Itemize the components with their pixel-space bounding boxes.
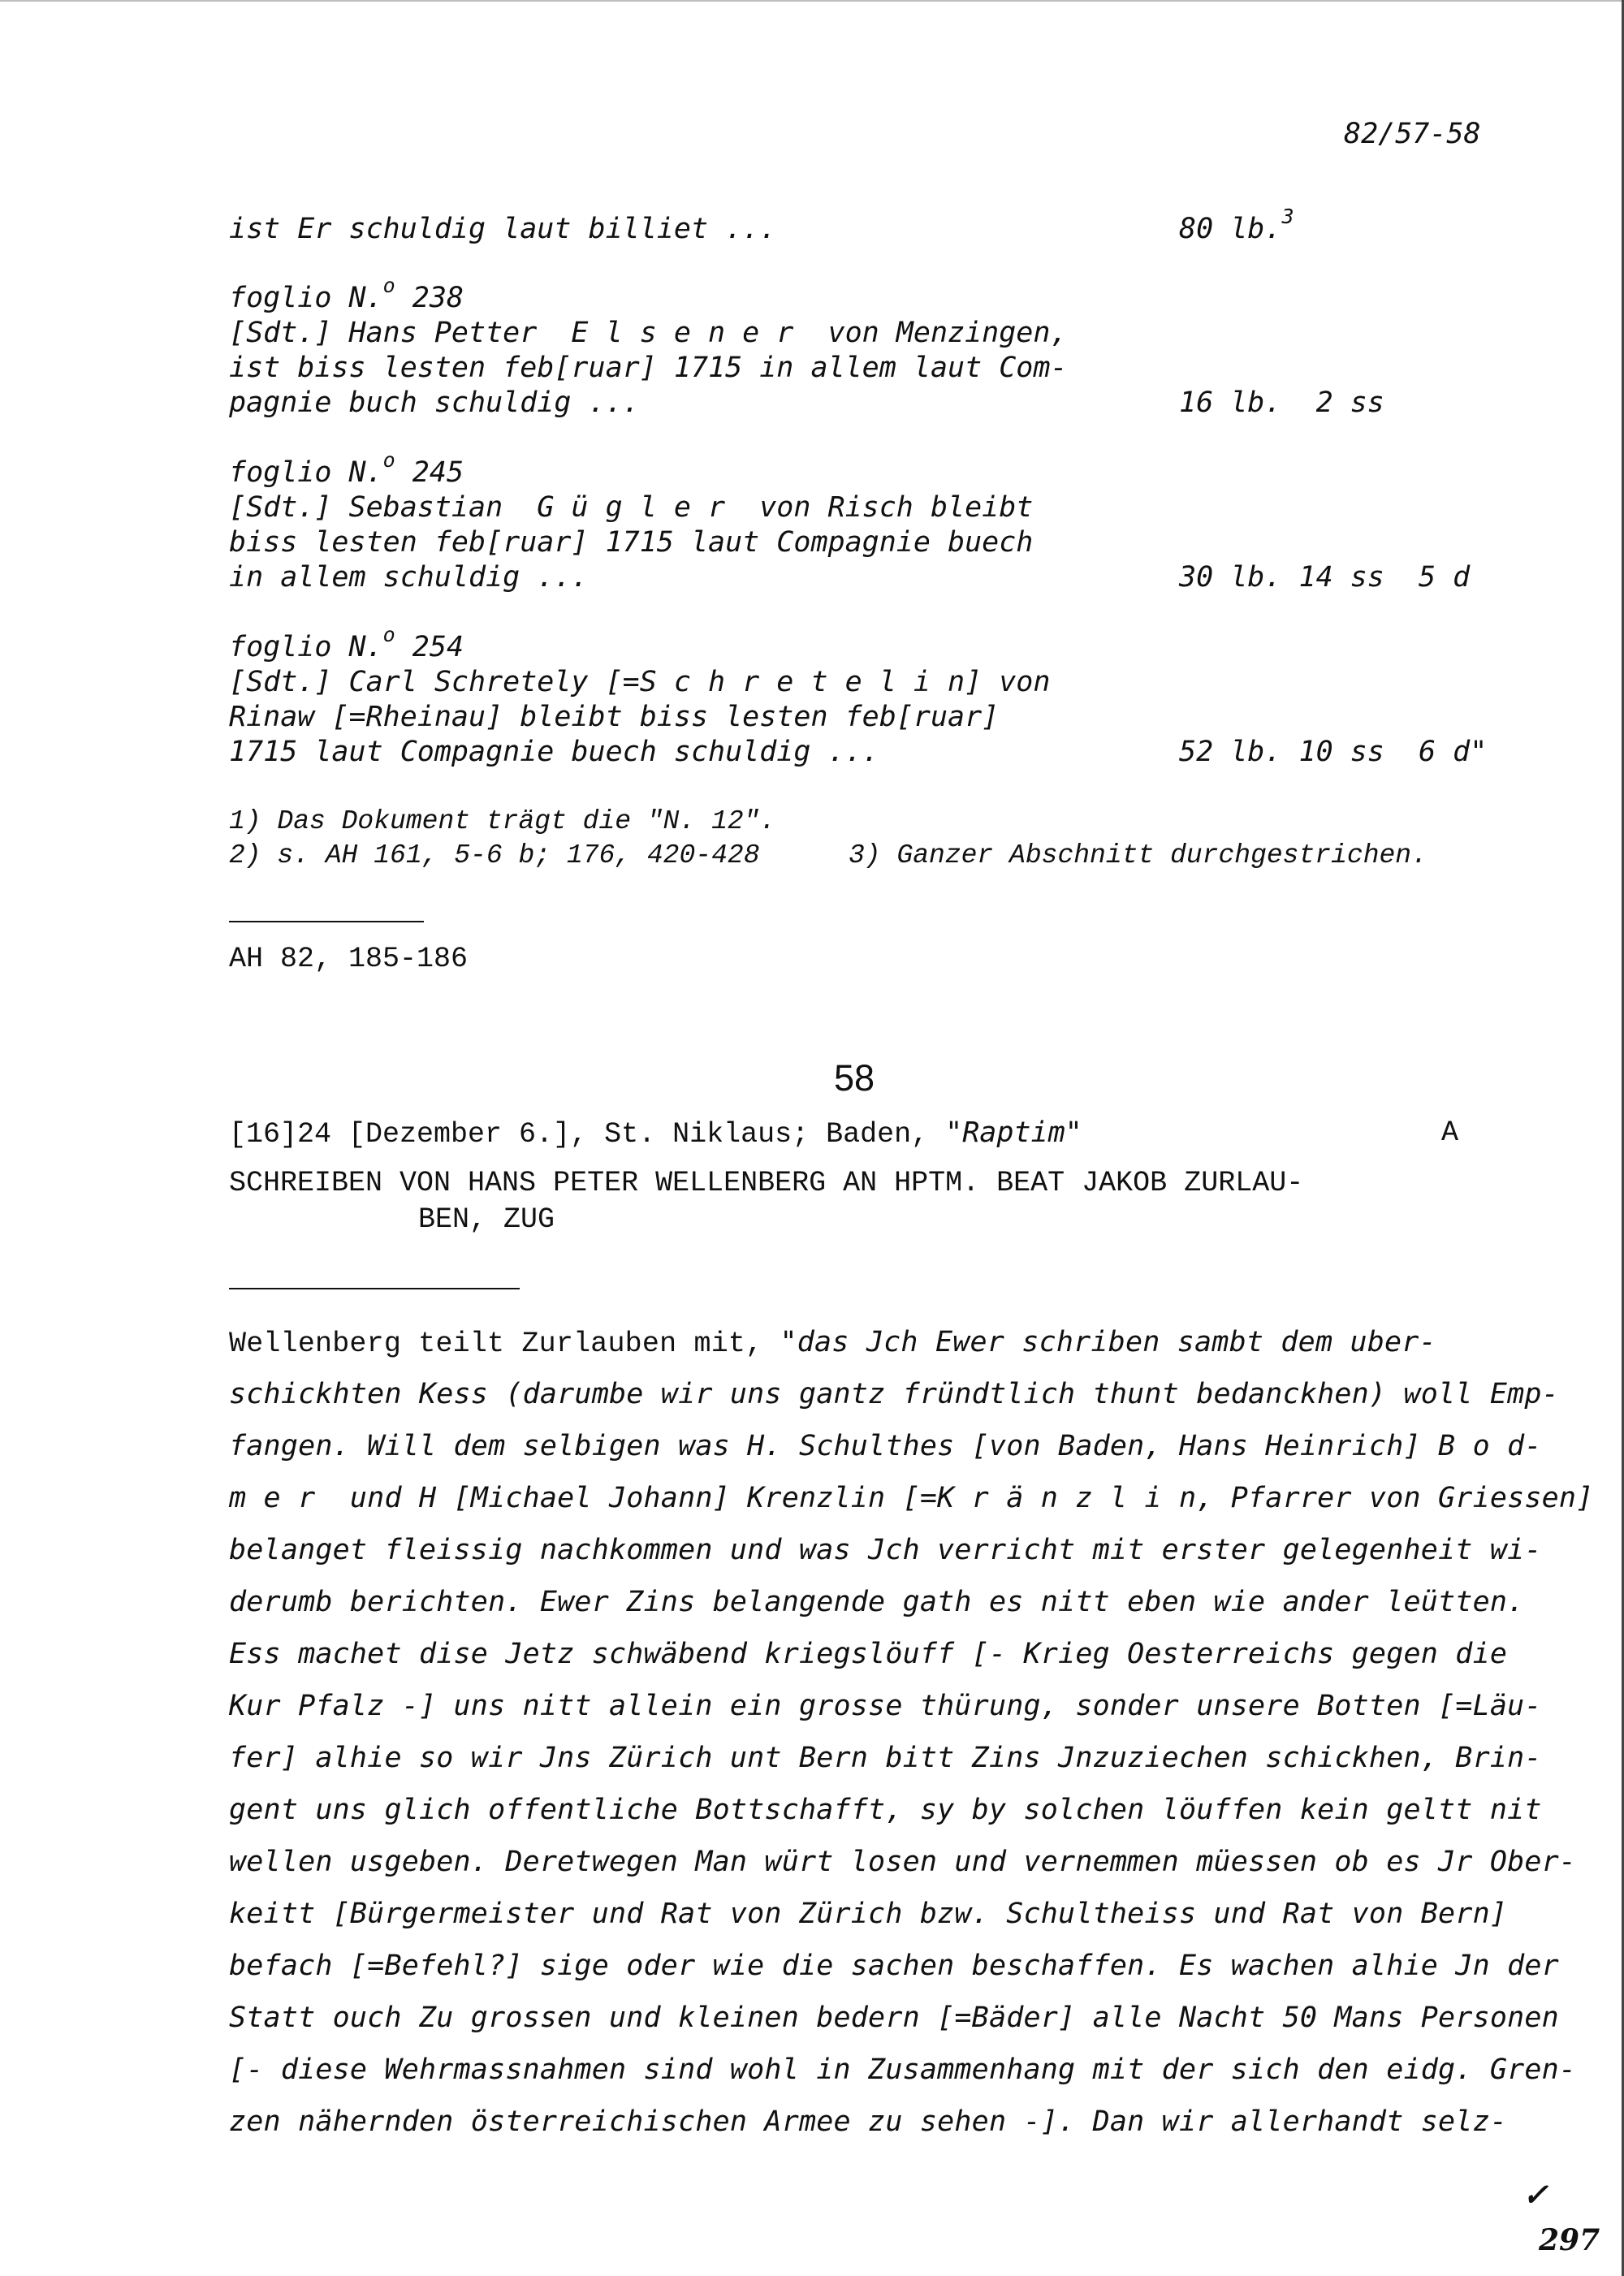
folio-number: 245 — [412, 456, 464, 489]
body-line: wellen usgeben. Deretwegen Man würt losen und vernemmen müessen ob es Jr Ober- — [229, 1846, 1577, 1878]
entry-amount: 52 lb. 10 ss 6 d" — [1179, 736, 1488, 768]
folio-heading — [229, 274, 464, 314]
folio-label: foglio N. — [229, 631, 383, 663]
document-number: 58 — [834, 1057, 875, 1099]
header-divider — [229, 1288, 520, 1289]
body-line: befach [=Befehl?] sige oder wie die sachen beschaffen. Es wachen alhie Jn der — [229, 1950, 1559, 1982]
folio-superscript: o — [382, 623, 395, 646]
body-line — [229, 1328, 1436, 1358]
footnote-3: 3) Ganzer Abschnitt durchgestrichen. — [849, 840, 1427, 870]
folio-superscript: o — [382, 448, 395, 472]
body-line: derumb berichten. Ewer Zins belangende gath es nitt eben wie ander leütten. — [229, 1586, 1525, 1618]
page-reference: 82/57-58 — [1344, 118, 1481, 150]
footnote-divider — [229, 921, 424, 922]
entry-line: Rinaw [=Rheinau] bleibt biss lesten feb[ruar] — [229, 701, 1000, 733]
body-line: zen nähernden österreichischen Armee zu sehen -]. Dan wir allerhandt selz- — [229, 2105, 1508, 2138]
archive-reference: AH 82, 185-186 — [229, 943, 469, 975]
body-quote-start: "das Jch Ewer schriben sambt dem uber- — [780, 1326, 1436, 1358]
footnote-marker: 3 — [1281, 205, 1294, 228]
entry-line: [Sdt.] Carl Schretely [=S c h r e t e l i n] von — [229, 666, 1051, 698]
body-line: fer] alhie so wir Jns Zürich unt Bern bitt Zins Jnzuziechen schickhen, Brin- — [229, 1742, 1542, 1774]
entry-line: [Sdt.] Hans Petter E l s e n e r von Menzingen, — [229, 317, 1068, 349]
date-place: [16]24 [Dezember 6.], St. Niklaus; Baden, — [229, 1118, 946, 1151]
checkmark-icon: ✓ — [1522, 2176, 1548, 2213]
body-line: m e r und H [Michael Johann] Krenzlin [=K r ä n z l i n, Pfarrer von Griessen] — [229, 1482, 1594, 1514]
entry-line: in allem schuldig ... — [229, 561, 589, 594]
document-title-continued: BEN, ZUG — [418, 1203, 555, 1236]
body-line: Kur Pfalz -] uns nitt allein ein grosse thürung, sonder unsere Botten [=Läu- — [229, 1690, 1542, 1722]
folio-superscript: o — [382, 274, 395, 297]
date-place-quote: "Raptim" — [945, 1116, 1082, 1149]
entry-amount: 30 lb. 14 ss 5 d — [1179, 561, 1471, 594]
entry-amount: 16 lb. 2 ss — [1179, 387, 1384, 419]
handwritten-folio-number: 297 — [1539, 2223, 1600, 2257]
body-line: Ess machet dise Jetz schwäbend kriegslöuff [- Krieg Oesterreichs gegen die — [229, 1638, 1508, 1670]
folio-heading — [229, 448, 464, 489]
body-line: belanget fleissig nachkommen und was Jch verricht mit erster gelegenheit wi- — [229, 1534, 1542, 1566]
body-line: fangen. Will dem selbigen was H. Schulthes [von Baden, Hans Heinrich] B o d- — [229, 1430, 1542, 1462]
entry-amount — [1179, 205, 1294, 245]
body-line: gent uns glich offentliche Bottschafft, sy by solchen löuffen kein geltt nit — [229, 1794, 1542, 1826]
entry-line: [Sdt.] Sebastian G ü g l e r von Risch bleibt — [229, 491, 1034, 524]
entry-line: pagnie buch schuldig ... — [229, 387, 640, 419]
folio-heading — [229, 623, 464, 663]
body-line: [- diese Wehrmassnahmen sind wohl in Zusammenhang mit der sich den eidg. Gren- — [229, 2054, 1577, 2086]
body-line: keitt [Bürgermeister und Rat von Zürich bzw. Schultheiss und Rat von Bern] — [229, 1898, 1508, 1930]
footnote-1: 1) Das Dokument trägt die "N. 12". — [229, 806, 776, 836]
folio-number: 238 — [412, 282, 464, 314]
amount-value: 80 lb. — [1179, 213, 1282, 245]
date-place-line — [229, 1116, 1082, 1151]
entry-line: ist Er schuldig laut billiet ... — [229, 213, 777, 245]
document-title: SCHREIBEN VON HANS PETER WELLENBERG AN HPTM. BEAT JAKOB ZURLAU- — [229, 1167, 1304, 1199]
footnote-2: 2) s. AH 161, 5-6 b; 176, 420-428 — [229, 840, 760, 870]
page-edge-top — [0, 0, 1624, 2]
folio-label: foglio N. — [229, 282, 383, 314]
entry-line: biss lesten feb[ruar] 1715 laut Compagnie buech — [229, 526, 1034, 559]
entry-line: 1715 laut Compagnie buech schuldig ... — [229, 736, 879, 768]
folio-label: foglio N. — [229, 456, 383, 489]
body-line: Statt ouch Zu grossen und kleinen bedern [=Bäder] alle Nacht 50 Mans Personen — [229, 2002, 1559, 2034]
body-lead: Wellenberg teilt Zurlauben mit, — [229, 1328, 780, 1360]
folio-number: 254 — [412, 631, 464, 663]
entry-line: ist biss lesten feb[ruar] 1715 in allem laut Com- — [229, 352, 1068, 384]
classification-letter: A — [1441, 1116, 1459, 1149]
body-line: schickhten Kess (darumbe wir uns gantz fründtlich thunt bedanckhen) woll Emp- — [229, 1378, 1559, 1410]
